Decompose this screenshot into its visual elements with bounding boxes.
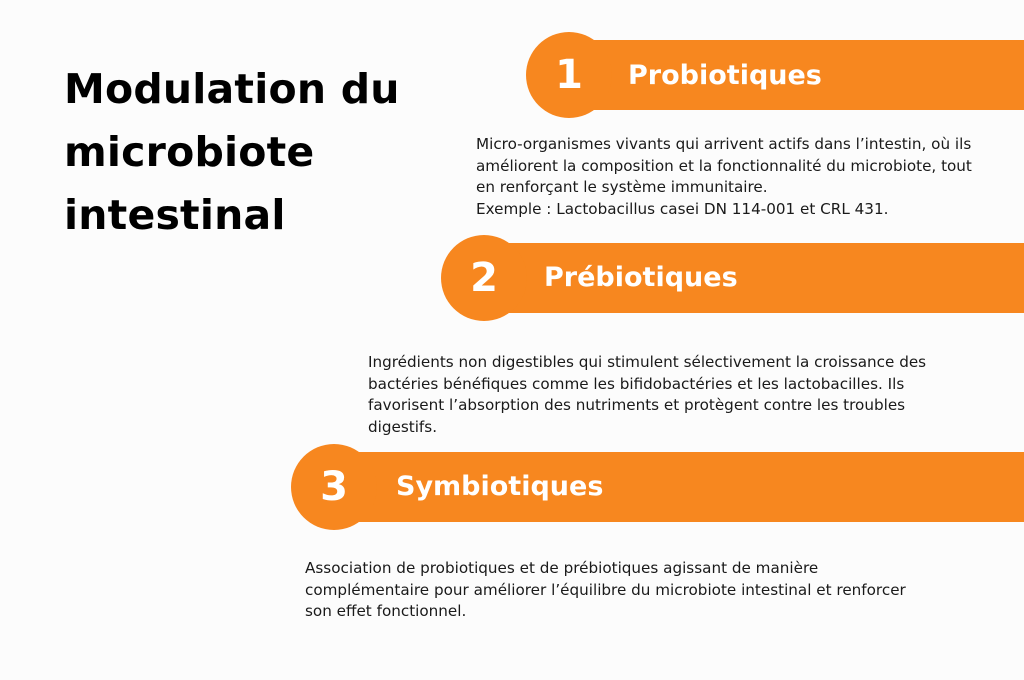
title-line: intestinal [64, 191, 286, 239]
description-line: en renforçant le système immunitaire. [476, 178, 768, 196]
step-description [305, 558, 906, 623]
title-line: microbiote [64, 128, 315, 176]
step-description [476, 134, 972, 220]
description-line: complémentaire pour améliorer l’équilibre du microbiote intestinal et renforcer [305, 580, 906, 599]
description-line: améliorent la composition et la fonctionnalité du microbiote, tout [476, 156, 972, 175]
description-line: digestifs. [368, 417, 438, 436]
page-title [64, 58, 464, 247]
description-line: Exemple : Lactobacillus casei DN 114-001 et CRL 431. [476, 199, 889, 218]
step-number-badge: 1 [526, 32, 612, 118]
description-line: Association de probiotiques et de prébiotiques agissant de manière [305, 559, 819, 577]
title-line: Modulation du [64, 65, 400, 113]
description-line: Micro-organismes vivants qui arrivent actifs dans l’intestin, où ils [476, 135, 972, 153]
step-title: Prébiotiques [544, 262, 738, 293]
description-line: son effet fonctionnel. [305, 602, 467, 620]
description-line: favorisent l’absorption des nutriments et protègent contre les troubles [368, 396, 906, 414]
description-line: Ingrédients non digestibles qui stimulent sélectivement la croissance des [368, 353, 927, 371]
description-line: bactéries bénéfiques comme les bifidobactéries et les lactobacilles. Ils [368, 374, 905, 393]
step-number-badge: 2 [441, 235, 527, 321]
step-title: Probiotiques [628, 60, 822, 91]
step-description [368, 352, 926, 438]
step-title: Symbiotiques [396, 471, 604, 502]
step-number-badge: 3 [291, 444, 377, 530]
